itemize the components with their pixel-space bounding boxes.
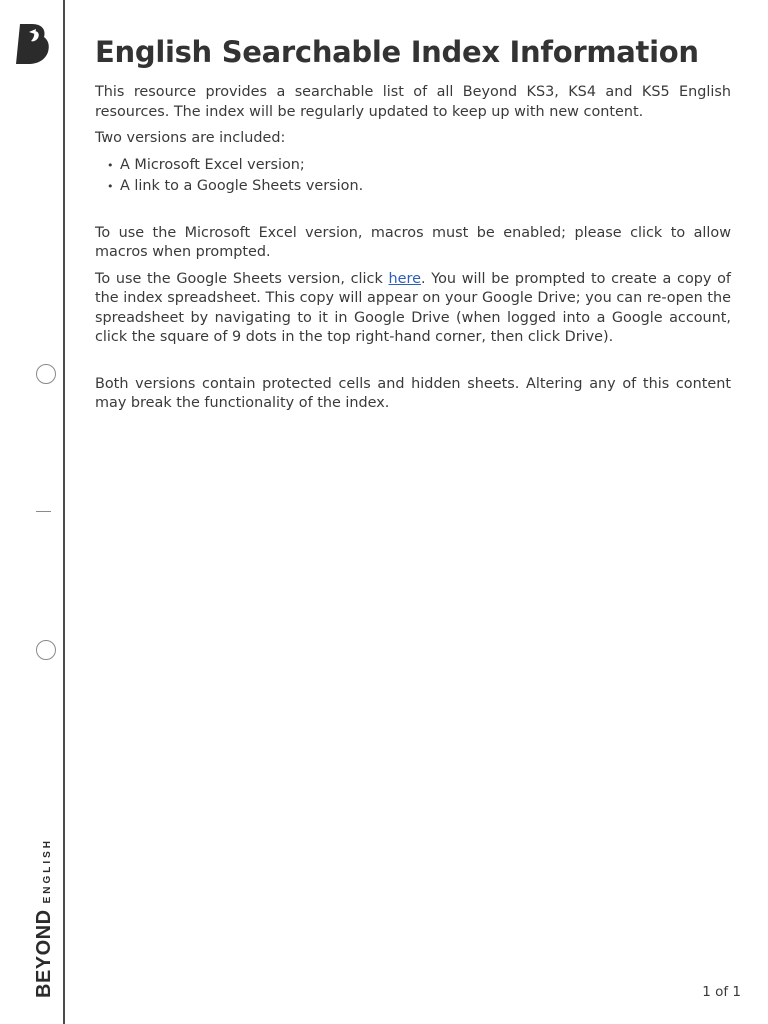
sheets-instructions (95, 270, 731, 348)
page-title: English Searchable Index Information (95, 35, 699, 69)
google-sheets-link[interactable]: here (388, 270, 421, 287)
list-item (95, 177, 731, 197)
center-mark (36, 511, 51, 512)
excel-instructions: To use the Microsoft Excel version, macros must be enabled; please click to allow macros when prompted. (95, 224, 731, 260)
list-item-text: A Microsoft Excel version; (120, 156, 305, 173)
page-number: 1 of 1 (702, 984, 741, 1000)
sheets-instructions-start: To use the Google Sheets version, click (95, 270, 389, 287)
brand-name-primary: BEYOND (33, 909, 55, 998)
versions-list (95, 156, 731, 197)
document-body (95, 32, 731, 421)
versions-intro: Two versions are included: (95, 130, 286, 146)
intro-paragraph: This resource provides a searchable list of all Beyond KS3, KS4 and KS5 English resources. The index will be regularly updated to keep up with new content. (95, 84, 731, 120)
beyond-logo-icon (14, 22, 52, 66)
brand-wordmark (33, 838, 56, 998)
punch-hole-top (36, 364, 56, 384)
bullet-icon: • (107, 158, 114, 172)
punch-hole-bottom (36, 640, 56, 660)
bullet-icon: • (107, 180, 114, 193)
warning-paragraph: Both versions contain protected cells and hidden sheets. Altering any of this content may break the functionality of the index. (95, 375, 731, 411)
sheets-instructions-end: . You will be prompted to create a copy of the index spreadsheet. This copy will appear on your Google Drive; you can re-open the spreadsheet by navigating to it in Google Drive (when logged into a Google account, click the square of 9 dots in the top right-hand corner, then click Drive). (95, 270, 731, 345)
brand-name-secondary: ENGLISH (42, 837, 53, 904)
list-item-text: A link to a Google Sheets version. (120, 178, 364, 194)
list-item (95, 156, 731, 176)
margin-rule (63, 0, 65, 1024)
